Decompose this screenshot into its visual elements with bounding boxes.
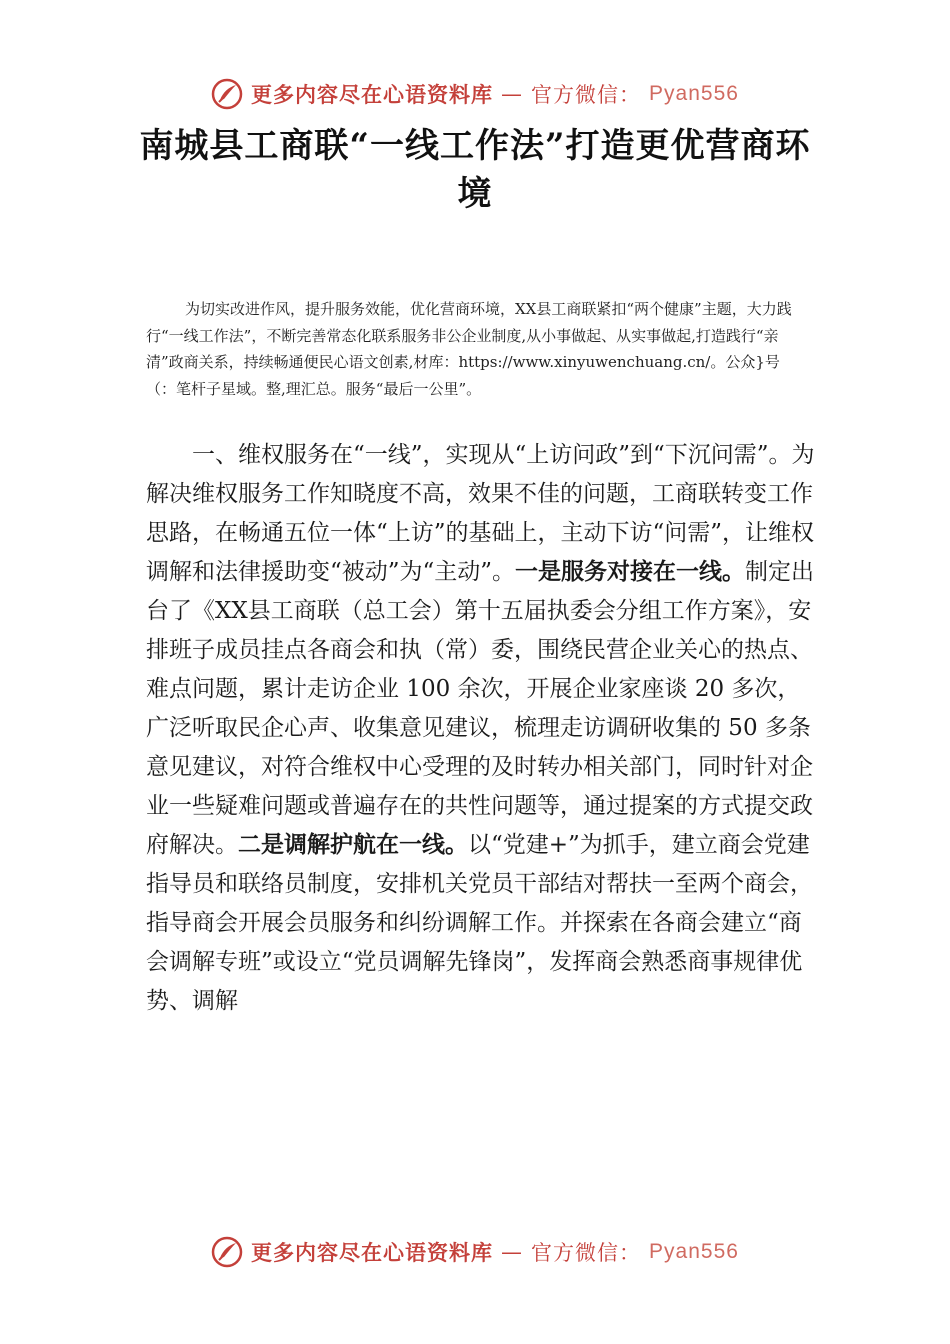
body-text-part1: 一、维权服务在“一线”，实现从“上访问政”到“下沉问需”。为解决维权服务工作知晓度不高，效果不佳的问题，工商联转变工作思路，在畅通五位一体“上访”的基础上，主动下访“问需”，让维权调解和法律援助变“被动”为“主动”。 xyxy=(146,442,815,585)
banner-wechat-label: 官方微信： xyxy=(531,1241,642,1265)
banner-wechat-id: Pyan556 xyxy=(649,1240,739,1263)
body-text-part3: 以“党建+”为抓手，建立商会党建指导员和联络员制度，安排机关党员干部结对帮扶一至两个商会，指导商会开展会员服务和纠纷调解工作。并探索在各商会建立“商会调解专班”或设立“党员调解先锋岗”，发挥商会熟悉商事规律优势、调解 xyxy=(146,832,813,1014)
banner-dash: — xyxy=(501,82,524,106)
body-text-part2: 制定出台了《XX县工商联（总工会）第十五届执委会分组工作方案》，安排班子成员挂点各商会和执（常）委，围绕民营企业关心的热点、难点问题，累计走访企业 100 余次，开展企业家座谈 20 多次，广泛听取民企心声、收集意见建议，梳理走访调研收集的 50 多条意见建议，对符合维权中心受理的及时转办相关部门，同时针对企业一些疑难问题或普遍存在的共性问题等，通过提案的方式提交政府解决。 xyxy=(146,559,815,858)
footer-banner xyxy=(0,1232,950,1272)
banner-wechat-id: Pyan556 xyxy=(649,82,739,105)
body-bold-heading-1: 一是服务对接在一线。 xyxy=(515,559,746,585)
banner-main-text: 更多内容尽在心语资料库 xyxy=(251,83,494,107)
header-banner xyxy=(0,74,950,114)
intro-paragraph: 为切实改进作风，提升服务效能，优化营商环境，XX县工商联紧扣“两个健康”主题，大力践行“一线工作法”，不断完善常态化联系服务非公企业制度,从小事做起、从实事做起,打造践行“亲清”政商关系，持续畅通便民心语文创素,材库：https://www.xinyuwenchuang.cn/。公众}号（：笔杆子星域。整,理汇总。服务“最后一公里”。 xyxy=(146,300,792,398)
body-bold-heading-2: 二是调解护航在一线。 xyxy=(238,832,468,858)
banner-dash: — xyxy=(501,1240,524,1264)
quill-circle-logo-icon xyxy=(211,1236,243,1268)
body-paragraph xyxy=(146,436,822,1021)
banner-main-text: 更多内容尽在心语资料库 xyxy=(251,1241,494,1265)
quill-circle-logo-icon xyxy=(211,78,243,110)
document-title: 南城县工商联“一线工作法”打造更优营商环境 xyxy=(139,126,811,214)
banner-wechat-label: 官方微信： xyxy=(531,83,642,107)
